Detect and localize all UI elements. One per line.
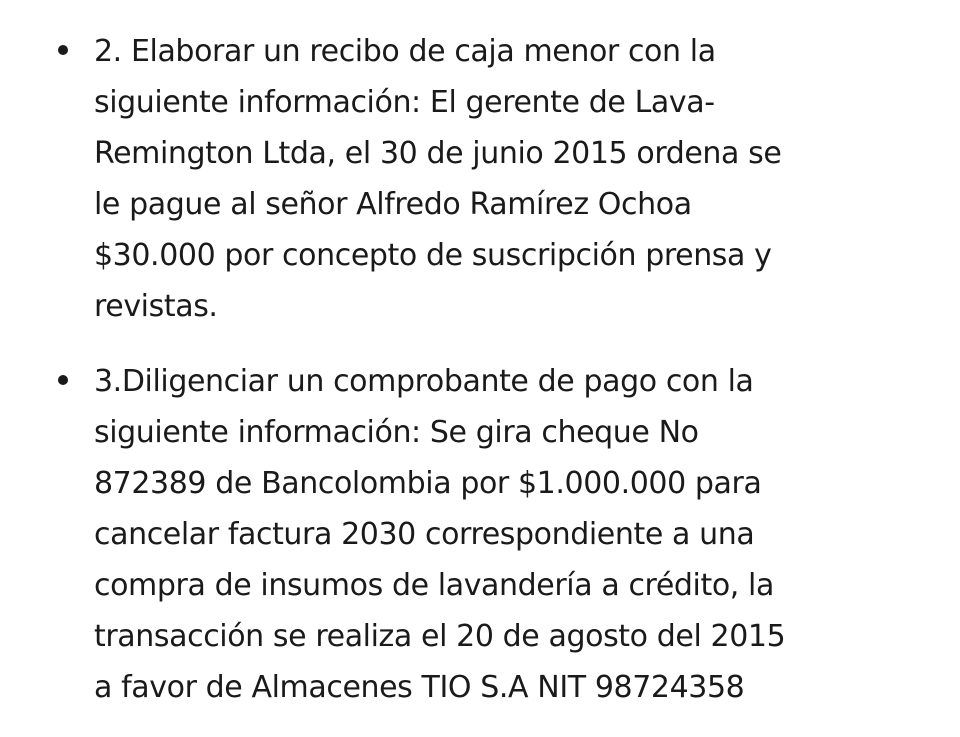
bullet-text-1: 2. Elaborar un recibo de caja menor con la siguiente información: El gerente de Lava- Remington Ltda, el 30 de junio 2015 ordena se le pague al señor Alfredo Ramírez Ochoa $30.000 por concepto de suscripción prensa y revistas.	[94, 34, 782, 324]
bullet-dot-icon	[58, 45, 68, 55]
bullet-item-2	[58, 356, 938, 713]
bullet-dot-icon	[58, 375, 68, 385]
bullet-item-1	[58, 26, 938, 332]
bullet-text-2: 3.Diligenciar un comprobante de pago con la siguiente información: Se gira cheque No 872389 de Bancolombia por $1.000.000 para cancelar factura 2030 correspondiente a una compra de insumos de lavandería a crédito, la transacción se realiza el 20 de agosto del 2015 a favor de Almacenes TIO S.A NIT 98724358	[94, 364, 786, 705]
bullet-list	[58, 26, 938, 737]
